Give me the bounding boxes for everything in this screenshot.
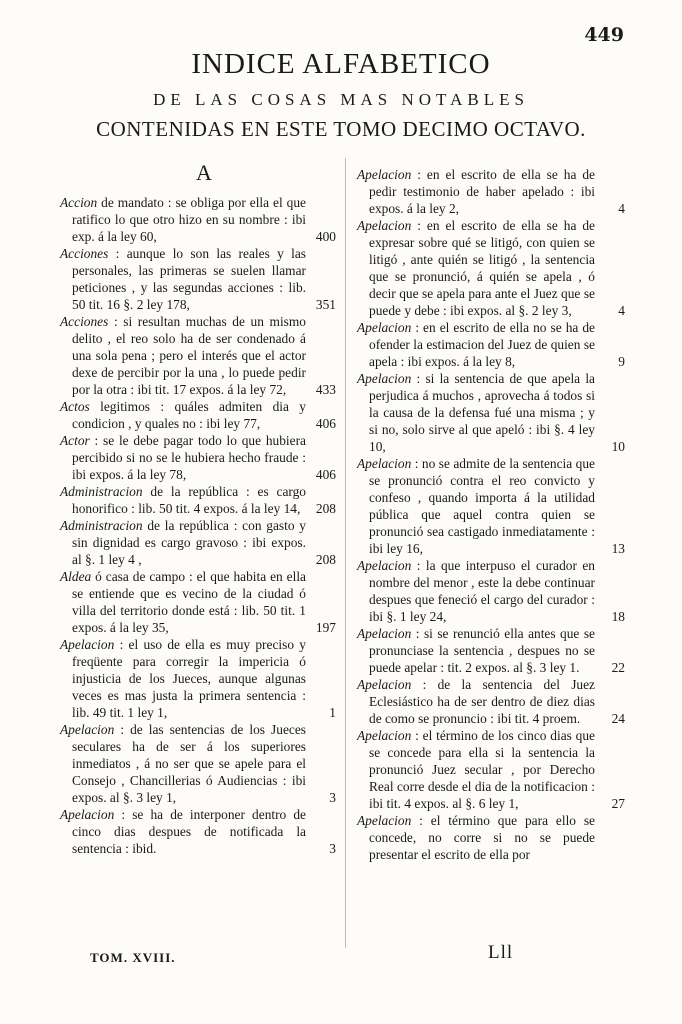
index-entry xyxy=(357,557,625,625)
entry-text: : de la sentencia del Juez Eclesiástico ha de ser dentro de diez dias de como se pronuncio : ibi tit. 4 proem. xyxy=(369,677,595,726)
entry-page-number: 208 xyxy=(315,552,336,567)
entry-heading: Apelacion xyxy=(357,218,412,233)
index-entry xyxy=(60,398,336,432)
entry-page-number: 351 xyxy=(315,297,336,312)
entry-text: : el término que para ello se concede, no corre si no se puede presentar el escrito de ella por xyxy=(369,813,595,862)
index-entry xyxy=(357,625,625,676)
entry-page-number: 4 xyxy=(618,201,625,216)
right-entry-list xyxy=(357,166,625,863)
entry-heading: Apelacion xyxy=(60,637,115,652)
index-entry xyxy=(60,432,336,483)
entry-text: : si la sentencia de que apela la perjudica á muchos , aprovecha á todos si la causa de la defensa fué una misma ; y si no, solo sirve al que apeló : ibi §. 4 ley 10, xyxy=(369,371,595,454)
entry-heading: Apelacion xyxy=(357,558,412,573)
entry-page-number: 433 xyxy=(315,382,336,397)
entry-page-number: 24 xyxy=(611,711,625,726)
left-column xyxy=(60,160,336,857)
entry-heading: Administracion xyxy=(60,518,143,533)
left-entry-list xyxy=(60,194,336,857)
entry-text: legitimos : quáles admiten dia y condicion , y quales no : ibi ley 77, xyxy=(72,399,306,431)
entry-text: : en el escrito de ella no se ha de ofender la estimacion del Juez de quien se apela : ibi expos. á la ley 8, xyxy=(369,320,595,369)
entry-page-number: 3 xyxy=(329,790,336,805)
page-number: 449 xyxy=(584,24,624,46)
entry-page-number: 3 xyxy=(329,841,336,856)
index-entry xyxy=(357,727,625,812)
entry-heading: Apelacion xyxy=(357,320,412,335)
column-divider xyxy=(345,158,346,948)
entry-page-number: 9 xyxy=(618,354,625,369)
entry-text: : la que interpuso el curador en nombre del menor , este la debe continuar despues que feneció el cargo del curador : ibi §. 1 ley 24, xyxy=(369,558,595,624)
index-entry xyxy=(60,245,336,313)
entry-text: : de las sentencias de los Jueces seculares ha de ser á los superiores inmediatos , á no ser que se apele para el Consejo , Chancillerias ó Audiencias : ibi expos. al §. 3 ley 1, xyxy=(72,722,306,805)
entry-page-number: 13 xyxy=(611,541,625,556)
entry-heading: Apelacion xyxy=(357,456,412,471)
entry-page-number: 22 xyxy=(611,660,625,675)
entry-heading: Administracion xyxy=(60,484,143,499)
entry-heading: Apelacion xyxy=(357,626,412,641)
index-entry xyxy=(60,568,336,636)
index-entry xyxy=(60,517,336,568)
entry-page-number: 406 xyxy=(315,467,336,482)
entry-text: de la república : con gasto y sin dignidad es cargo gravoso : ibi expos. al §. 1 ley 4 , xyxy=(72,518,306,567)
index-entry xyxy=(60,194,336,245)
entry-heading: Accion xyxy=(60,195,98,210)
index-subtitle-volume: CONTENIDAS EN ESTE TOMO DECIMO OCTAVO. xyxy=(96,117,586,141)
entry-text: de mandato : se obliga por ella el que ratifico lo que otro hizo en su nombre : ibi exp. á la ley 60, xyxy=(72,195,306,244)
index-entry xyxy=(357,217,625,319)
index-entry xyxy=(357,166,625,217)
entry-heading: Actor xyxy=(60,433,90,448)
entry-heading: Aldea xyxy=(60,569,92,584)
index-entry xyxy=(357,370,625,455)
index-entry xyxy=(60,313,336,398)
signature-mark: Lll xyxy=(488,942,514,963)
index-title: INDICE ALFABETICO xyxy=(191,48,491,80)
index-subtitle: DE LAS COSAS MAS NOTABLES xyxy=(153,90,529,109)
entry-text: : el uso de ella es muy preciso y freqüente para corregir la impericia ó injusticia de los Jueces, aunque algunas veces es mas justa la primera sentencia : lib. 49 tit. 1 ley 1, xyxy=(72,637,306,720)
entry-text: : en el escrito de ella se ha de pedir testimonio de haber apelado : ibi expos. á la ley 2, xyxy=(369,167,595,216)
index-entry xyxy=(60,806,336,857)
index-entry xyxy=(357,676,625,727)
entry-page-number: 406 xyxy=(315,416,336,431)
right-column xyxy=(357,166,625,863)
entry-page-number: 197 xyxy=(315,620,336,635)
entry-page-number: 18 xyxy=(611,609,625,624)
entry-heading: Actos xyxy=(60,399,90,414)
index-entry xyxy=(60,483,336,517)
index-entry xyxy=(357,319,625,370)
entry-text: : el término de los cinco dias que se concede para ella si la sentencia la pronunció Juez secular , por Derecho Real corre desde el dia de la notificacion : ibi tit. 4 expos. al §. 6 ley 1, xyxy=(369,728,595,811)
entry-page-number: 208 xyxy=(315,501,336,516)
entry-text: : se le debe pagar todo lo que hubiera percibido si no se le hubiera hecho fraude : ibi expos. á la ley 78, xyxy=(72,433,306,482)
entry-text: : no se admite de la sentencia que se pronunció contra el reo convicto y confeso , quando importa á la utilidad pública que aquel contra quien se pronunció sea castigado inmediatamente : ibi ley 16, xyxy=(369,456,595,556)
entry-heading: Apelacion xyxy=(357,371,412,386)
entry-text: : si resultan muchas de un mismo delito , el reo solo ha de ser condenado á una sola pena ; pero el interés que el actor dexe de percibir por la una , lo puede pedir por la otra : ibi tit. 17 expos. á la ley 72, xyxy=(72,314,306,397)
volume-label: TOM. XVIII. xyxy=(90,950,176,965)
index-entry xyxy=(60,721,336,806)
entry-page-number: 400 xyxy=(315,229,336,244)
entry-page-number: 4 xyxy=(618,303,625,318)
entry-text: : en el escrito de ella se ha de expresar sobre qué se litigó, con quien se litigó , ante quién se litigó , la sentencia que se pronunció, á quién se apela , ó decir que se apela para ante el Juez que se puede y debe : ibi expos. al §. 2 ley 3, xyxy=(369,218,595,318)
entry-heading: Acciones xyxy=(60,246,109,261)
index-entry xyxy=(357,812,625,863)
entry-text: de la república : es cargo honorifico : lib. 50 tit. 4 expos. á la ley 14, xyxy=(72,484,306,516)
entry-heading: Apelacion xyxy=(60,807,115,822)
entry-heading: Apelacion xyxy=(357,728,412,743)
entry-heading: Apelacion xyxy=(357,813,412,828)
entry-heading: Apelacion xyxy=(357,677,412,692)
entry-heading: Apelacion xyxy=(357,167,412,182)
entry-heading: Acciones xyxy=(60,314,109,329)
entry-page-number: 1 xyxy=(329,705,336,720)
entry-heading: Apelacion xyxy=(60,722,115,737)
index-entry xyxy=(60,636,336,721)
entry-page-number: 10 xyxy=(611,439,625,454)
index-entry xyxy=(357,455,625,557)
entry-text: : se ha de interponer dentro de cinco dias despues de notificada la sentencia : ibid. xyxy=(72,807,306,856)
entry-text: : aunque lo son las reales y las personales, las primeras se suelen llamar peticiones , y las segundas acciones : lib. 50 tit. 16 §. 2 ley 178, xyxy=(72,246,306,312)
section-letter: A xyxy=(196,160,212,185)
entry-page-number: 27 xyxy=(611,796,625,811)
entry-text: : si se renunció ella antes que se pronunciase la sentencia , despues no se puede apelar : tit. 2 expos. al §. 3 ley 1. xyxy=(369,626,595,675)
entry-text: ó casa de campo : el que habita en ella se entiende que es vecino de la ciudad ó villa del territorio donde está : lib. 50 tit. 1 expos. á la ley 35, xyxy=(72,569,306,635)
